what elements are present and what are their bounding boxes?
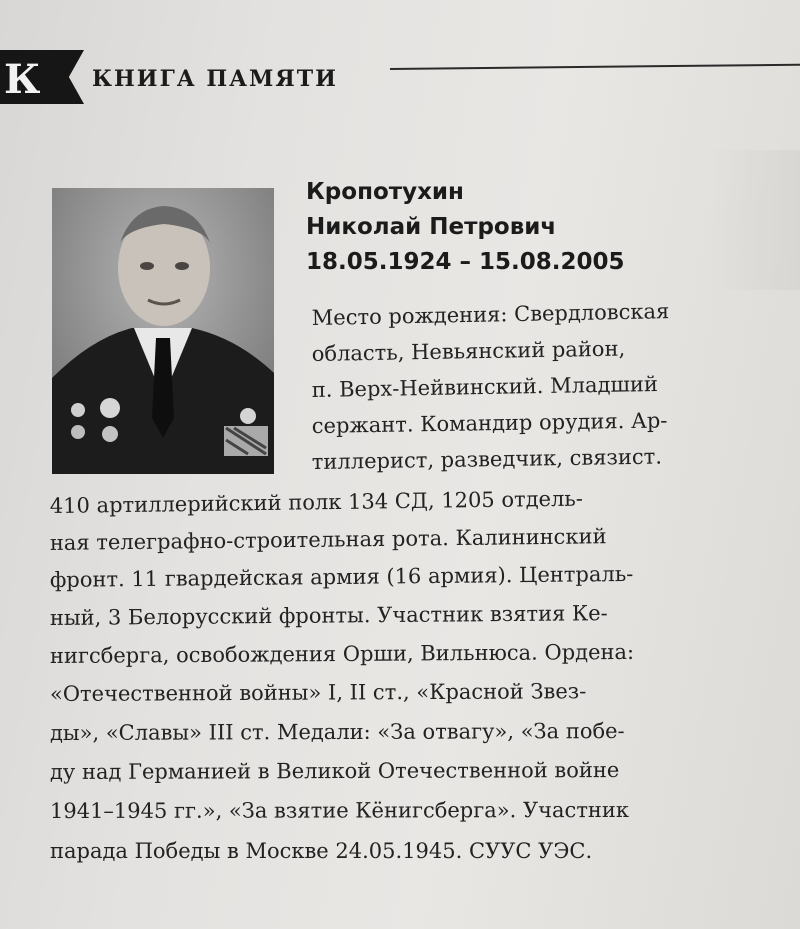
person-surname: Кропотухин — [306, 179, 464, 205]
portrait-icon — [52, 188, 274, 474]
header-rule — [390, 64, 800, 70]
bio-line: ды», «Славы» III ст. Медали: «За отвагу», «За побе- — [49, 718, 625, 745]
section-letter: К — [4, 56, 41, 103]
person-life-dates: 18.05.1924 – 15.08.2005 — [306, 249, 625, 275]
bio-line: 1941–1945 гг.», «За взятие Кёнигсберга». Участник — [49, 797, 630, 823]
bio-line: п. Верх-Нейвинский. Младший — [311, 371, 659, 402]
person-given-names: Николай Петрович — [306, 214, 557, 240]
bio-line: область, Невьянский район, — [311, 336, 626, 366]
bio-line: Место рождения: Свердловская — [311, 299, 670, 330]
facing-page-shadow — [710, 150, 800, 290]
bio-line: парада Победы в Москве 24.05.1945. СУУС УЭС. — [50, 839, 593, 863]
bio-line: ду над Германией в Великой Отечественной войне — [49, 758, 620, 784]
bio-line: фронт. 11 гвардейская армия (16 армия). Централь- — [49, 561, 634, 592]
bio-line: сержант. Командир орудия. Ар- — [311, 408, 668, 438]
person-heading — [306, 175, 625, 280]
bio-line: тиллерист, разведчик, связист. — [311, 444, 663, 474]
bio-line: «Отечественной войны» I, II ст., «Красной Звез- — [49, 679, 587, 706]
bio-line: нигсберга, освобождения Орши, Вильнюса. Ордена: — [49, 639, 635, 668]
bio-line: ная телеграфно-строительная рота. Калининский — [49, 524, 607, 555]
portrait-photo — [52, 188, 274, 474]
bio-line: 410 артиллерийский полк 134 СД, 1205 отдель- — [49, 486, 584, 518]
book-title: КНИГА ПАМЯТИ — [92, 66, 338, 92]
bio-line: ный, 3 Белорусский фронты. Участник взятия Ке- — [49, 601, 608, 630]
